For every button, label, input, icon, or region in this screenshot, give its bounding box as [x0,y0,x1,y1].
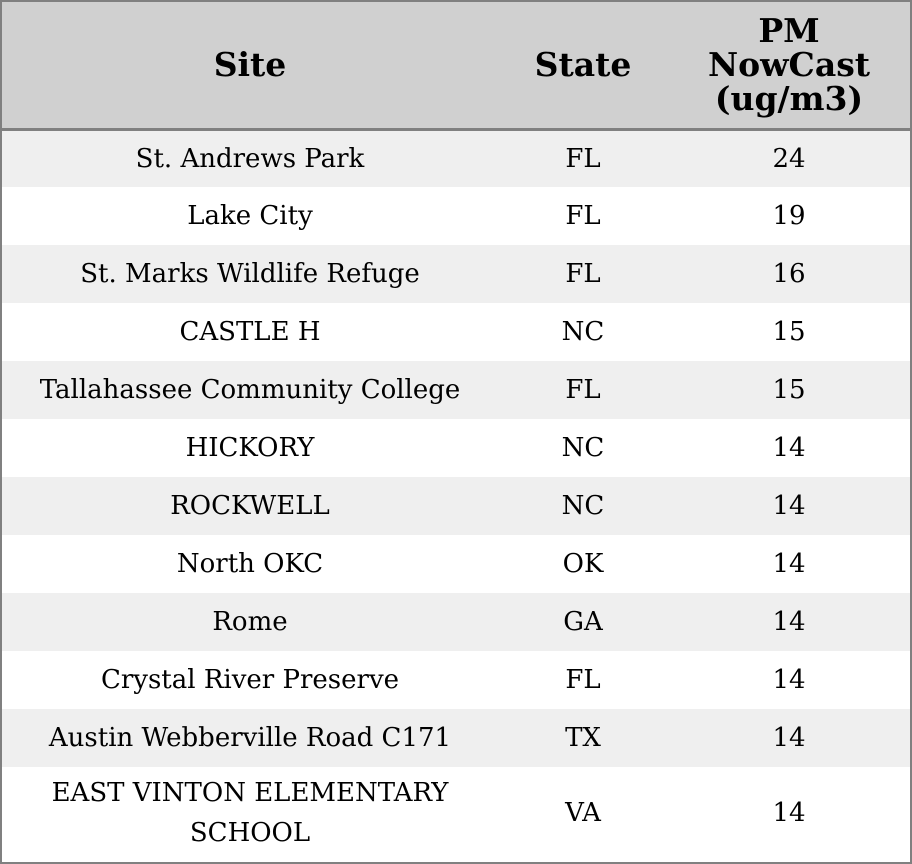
cell-pm-value: 14 [772,433,806,463]
cell-pm-value: 16 [772,259,806,289]
cell-site: St. Andrews Park [135,143,365,174]
table-row [2,361,910,419]
header-row [2,2,910,129]
cell-pm-value: 14 [772,549,806,579]
column-header-state: State [534,44,632,84]
cell-state: FL [565,259,601,289]
cell-pm-value: 14 [772,491,806,521]
cell-site: Lake City [187,201,313,231]
table-row [2,593,910,651]
cell-state: FL [565,665,601,695]
table-header [2,2,910,129]
pm-nowcast-table [2,2,910,859]
cell-state: FL [565,375,601,405]
cell-site: HICKORY [185,433,315,463]
cell-state: GA [563,607,603,637]
table-row [2,651,910,709]
cell-pm-value: 15 [772,317,806,347]
cell-state: NC [561,317,605,347]
cell-pm-value: 24 [772,143,806,174]
table-row [2,767,910,859]
cell-pm-value: 19 [772,201,806,231]
table-body [2,129,910,859]
cell-pm-value: 14 [772,665,806,695]
table-row [2,709,910,767]
column-header-pm-nowcast: PM NowCast (ug/m3) [707,10,871,118]
cell-state: OK [562,549,604,579]
cell-site: Crystal River Preserve [100,665,400,695]
cell-pm-value: 14 [772,723,806,753]
table-row [2,303,910,361]
table-row [2,477,910,535]
cell-state: VA [565,798,601,828]
cell-site: North OKC [176,549,324,579]
cell-site: St. Marks Wildlife Refuge [80,259,420,289]
column-header-site: Site [213,44,287,84]
cell-site: Rome [212,607,288,637]
cell-pm-value: 15 [772,375,806,405]
cell-site: CASTLE H [179,317,321,347]
cell-site: Tallahassee Community College [39,375,461,405]
cell-site: ROCKWELL [170,491,330,521]
cell-state: TX [565,723,601,753]
table-row [2,535,910,593]
table-row [2,129,910,187]
cell-pm-value: 14 [772,798,806,828]
cell-site: Austin Webberville Road C171 [48,723,452,753]
table-row [2,187,910,245]
table-row [2,245,910,303]
cell-state: NC [561,491,605,521]
cell-state: FL [565,201,601,231]
cell-state: FL [565,143,601,174]
cell-site: EAST VINTON ELEMENTARY SCHOOL [51,778,449,848]
cell-state: NC [561,433,605,463]
cell-pm-value: 14 [772,607,806,637]
table-row [2,419,910,477]
